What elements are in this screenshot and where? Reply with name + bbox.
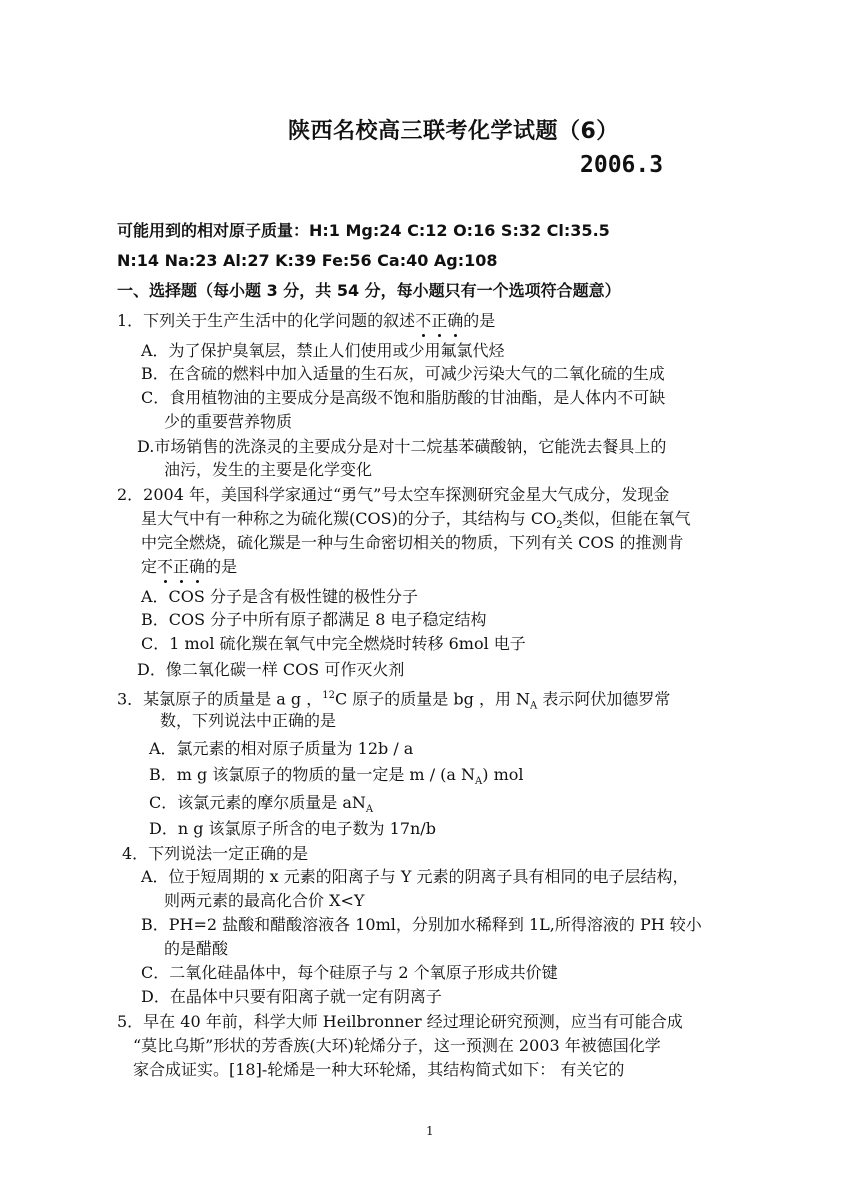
q2-line-4-prefix: 定 <box>141 557 158 576</box>
q2-emphasis-char: 确 <box>189 557 206 576</box>
question-4-stem: 4．下列说法一定正确的是 <box>122 844 309 863</box>
q3-option-b-subscript: A <box>475 776 483 788</box>
question-3-stem-line-2: 数，下列说法中正确的是 <box>160 711 337 730</box>
q1-emphasis-char: 确 <box>447 311 464 330</box>
q1-emphasis-char: 不 <box>415 311 432 330</box>
question-2-stem-line-3: 中完全燃烧，硫化羰是一种与生命密切相关的物质，下列有关 COS 的推测肯 <box>141 533 684 552</box>
q1-option-c-continued: 少的重要营养物质 <box>164 412 293 431</box>
atomic-mass-line-1: 可能用到的相对原子质量：H:1 Mg:24 C:12 O:16 S:32 Cl:35.5 <box>117 221 610 240</box>
q1-option-d: D.市场销售的洗涤灵的主要成分是对十二烷基苯磺酸钠，它能洗去餐具上的 <box>137 437 667 456</box>
exam-date: 2006.3 <box>580 152 664 178</box>
q1-option-a: A．为了保护臭氧层，禁止人们使用或少用氟氯代烃 <box>141 341 505 360</box>
q4-option-c: C．二氧化硅晶体中，每个硅原子与 2 个氧原子形成共价键 <box>141 963 558 982</box>
q3-line-1-prefix: 3．某氯原子的质量是 a g ， <box>117 689 323 709</box>
q1-option-c: C．食用植物油的主要成分是高级不饱和脂肪酸的甘油酯，是人体内不可缺 <box>141 388 666 407</box>
q4-option-d: D．在晶体中只要有阳离子就一定有阴离子 <box>141 987 442 1006</box>
q3-option-c-subscript: A <box>365 804 374 816</box>
question-5-stem: 5．早在 40 年前，科学大师 Heilbronner 经过理论研究预测，应当有可能合成 <box>117 1012 683 1031</box>
q3-option-b-prefix: B．m g 该氯原子的物质的量一定是 m / (a N <box>149 765 476 784</box>
q4-option-a: A．位于短周期的 x 元素的阳离子与 Y 元素的阴离子具有相同的电子层结构， <box>141 867 689 886</box>
question-5-stem-line-3: 家合成证实。[18]-轮烯是一种大环轮烯，其结构简式如下： 有关它的 <box>133 1060 625 1079</box>
exam-title: 陕西名校高三联考化学试题（6） <box>288 119 619 144</box>
atomic-mass-line-2: N:14 Na:23 Al:27 K:39 Fe:56 Ca:40 Ag:108 <box>117 251 498 270</box>
q3-option-b <box>149 764 524 793</box>
q2-option-b: B．COS 分子中所有原子都满足 8 电子稳定结构 <box>141 610 487 629</box>
q2-emphasis-char: 正 <box>173 557 190 576</box>
q1-option-b: B．在含硫的燃料中加入适量的生石灰，可减少污染大气的二氧化硫的生成 <box>141 364 665 383</box>
q3-option-d: D．n g 该氯原子所含的电子数为 17n/b <box>149 819 436 838</box>
q2-option-d: D．像二氧化碳一样 COS 可作灭火剂 <box>137 660 405 679</box>
q1-stem-suffix: 的是 <box>463 311 496 330</box>
page-number: 1 <box>426 1124 434 1138</box>
q3-option-b-suffix: ) mol <box>482 765 524 784</box>
q3-superscript: 12 <box>322 690 335 701</box>
q3-option-c <box>149 792 373 821</box>
q2-option-a: A．COS 分子是含有极性键的极性分子 <box>141 587 418 606</box>
q2-line-2-suffix: 类似，但能在氧气 <box>562 509 691 528</box>
question-2-stem: 2．2004 年，美国科学家通过“勇气”号太空车探测研究金星大气成分，发现金 <box>117 485 670 504</box>
q1-stem-prefix: 1．下列关于生产生活中的化学问题的叙述 <box>117 311 416 330</box>
q1-emphasis-char: 正 <box>431 311 448 330</box>
q3-line-1-suffix: 表示阿伏加德罗常 <box>537 689 671 709</box>
section-heading: 一、选择题（每小题 3 分，共 54 分，每小题只有一个选项符合题意） <box>117 281 621 300</box>
question-1-stem <box>117 310 495 332</box>
q3-line-1-mid: C 原子的质量是 bg ，用 N <box>334 689 531 709</box>
question-5-stem-line-2: “莫比乌斯”形状的芳香族(大环)轮烯分子，这一预测在 2003 年被德国化学 <box>133 1036 661 1055</box>
q2-option-c: C．1 mol 硫化羰在氧气中完全燃烧时转移 6mol 电子 <box>141 634 526 653</box>
q1-option-d-continued: 油污，发生的主要是化学变化 <box>164 460 373 479</box>
q3-option-c-prefix: C．该氯元素的摩尔质量是 aN <box>149 793 366 812</box>
q4-option-a-continued: 则两元素的最高化合价 X<Y <box>164 891 365 910</box>
q3-subscript: A <box>530 700 538 712</box>
q2-subscript: 2 <box>556 520 563 532</box>
q3-option-a: A．氯元素的相对原子质量为 12b / a <box>149 739 414 758</box>
q2-line-2-prefix: 星大气中有一种称之为硫化羰(COS)的分子，其结构与 CO <box>141 509 557 528</box>
q2-line-4-suffix: 的是 <box>205 557 238 576</box>
q4-option-b: B．PH=2 盐酸和醋酸溶液各 10ml，分别加水稀释到 1L,所得溶液的 PH 较小 <box>141 915 702 934</box>
q2-emphasis-char: 不 <box>157 557 174 576</box>
question-2-stem-line-4 <box>141 556 237 578</box>
q4-option-b-continued: 的是醋酸 <box>164 939 229 958</box>
